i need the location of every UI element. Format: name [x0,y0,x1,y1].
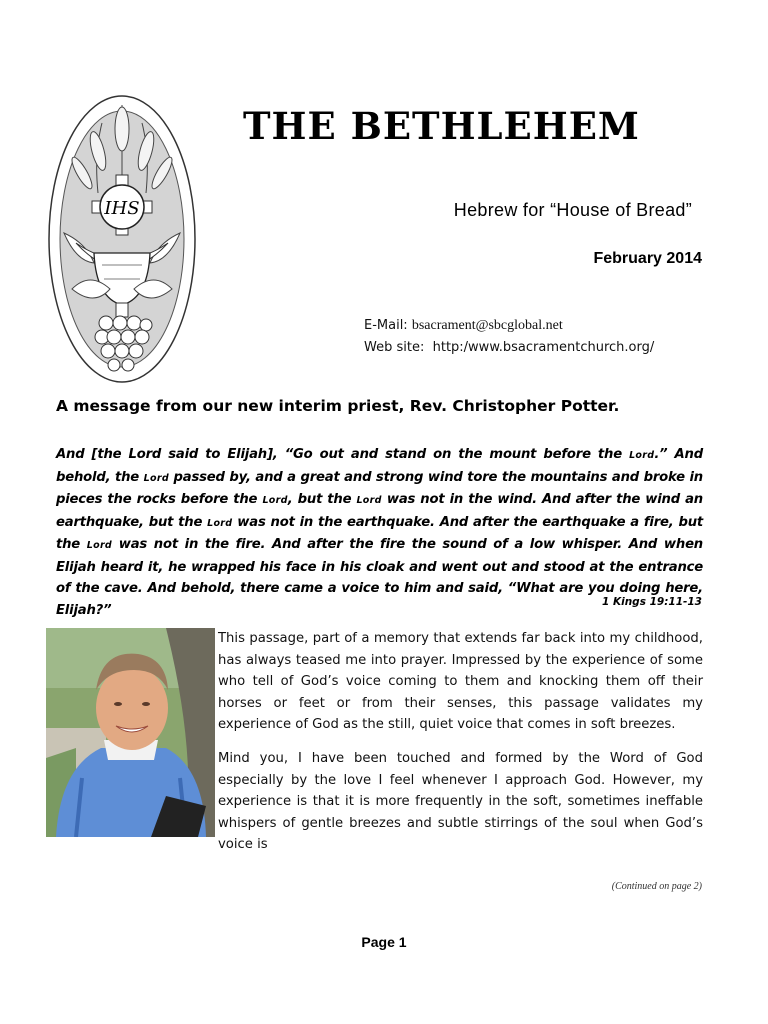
contact-block [364,315,654,359]
website-label: Web site: [364,340,425,355]
issue-date: February 2014 [593,250,702,267]
email-label: E-Mail: [364,318,408,333]
scripture-reference: 1 Kings 19:11-13 [602,596,702,608]
email-line [364,315,654,337]
article-paragraph-1: This passage, part of a memory that extends far back into my childhood, has always teased me into prayer. Impressed by the experience of some who tell of God’s voice coming to them and knocking them off their horses or feet or from their senses, this passage validates my experience of God as the still, quiet voice that comes in soft breezes. [218,631,703,733]
article-body [56,628,703,868]
photo-spacer [56,628,218,844]
newsletter-subtitle: Hebrew for “House of Bread” [453,200,692,220]
article-paragraph-2: Mind you, I have been touched and formed by the Word of God especially by the love I feel whenever I approach God. However, my experience is that it is more frequently in the soft, sometimes ineffable whispers of gentle breezes and subtle stirrings of the soul when God’s voice is [218,750,703,853]
website-link[interactable]: http:/www.bsacramentchurch.org/ [432,340,655,355]
continued-note: (Continued on page 2) [611,881,702,892]
website-line [364,337,654,359]
scripture-quote: And [the Lord said to Elijah], “Go out and stand on the mount before the Lord.” And behold, the Lord passed by, and a great and strong wind tore the mountains and broke in pieces the rocks before the Lord, but the Lord was not in the wind. And after the wind an earthquake, but the Lord was not in the earthquake. And after the earthquake a fire, but the Lord was not in the fire. And after the fire the sound of a low whisper. And when Elijah heard it, he wrapped his face in his cloak and went out and stood at the entrance of the cave. And behold, there came a voice to him and said, “What are you doing here, Elijah?” [56,447,703,618]
page-number: Page 1 [361,934,407,950]
ihs-monogram: IHS [104,198,140,219]
email-link[interactable]: bsacrament@sbcglobal.net [411,318,563,333]
chalice-wheat-grapes-logo [46,93,198,385]
article-headline: A message from our new interim priest, Rev. Christopher Potter. [56,397,620,415]
newsletter-title: THE BETHLEHEM [243,104,640,148]
